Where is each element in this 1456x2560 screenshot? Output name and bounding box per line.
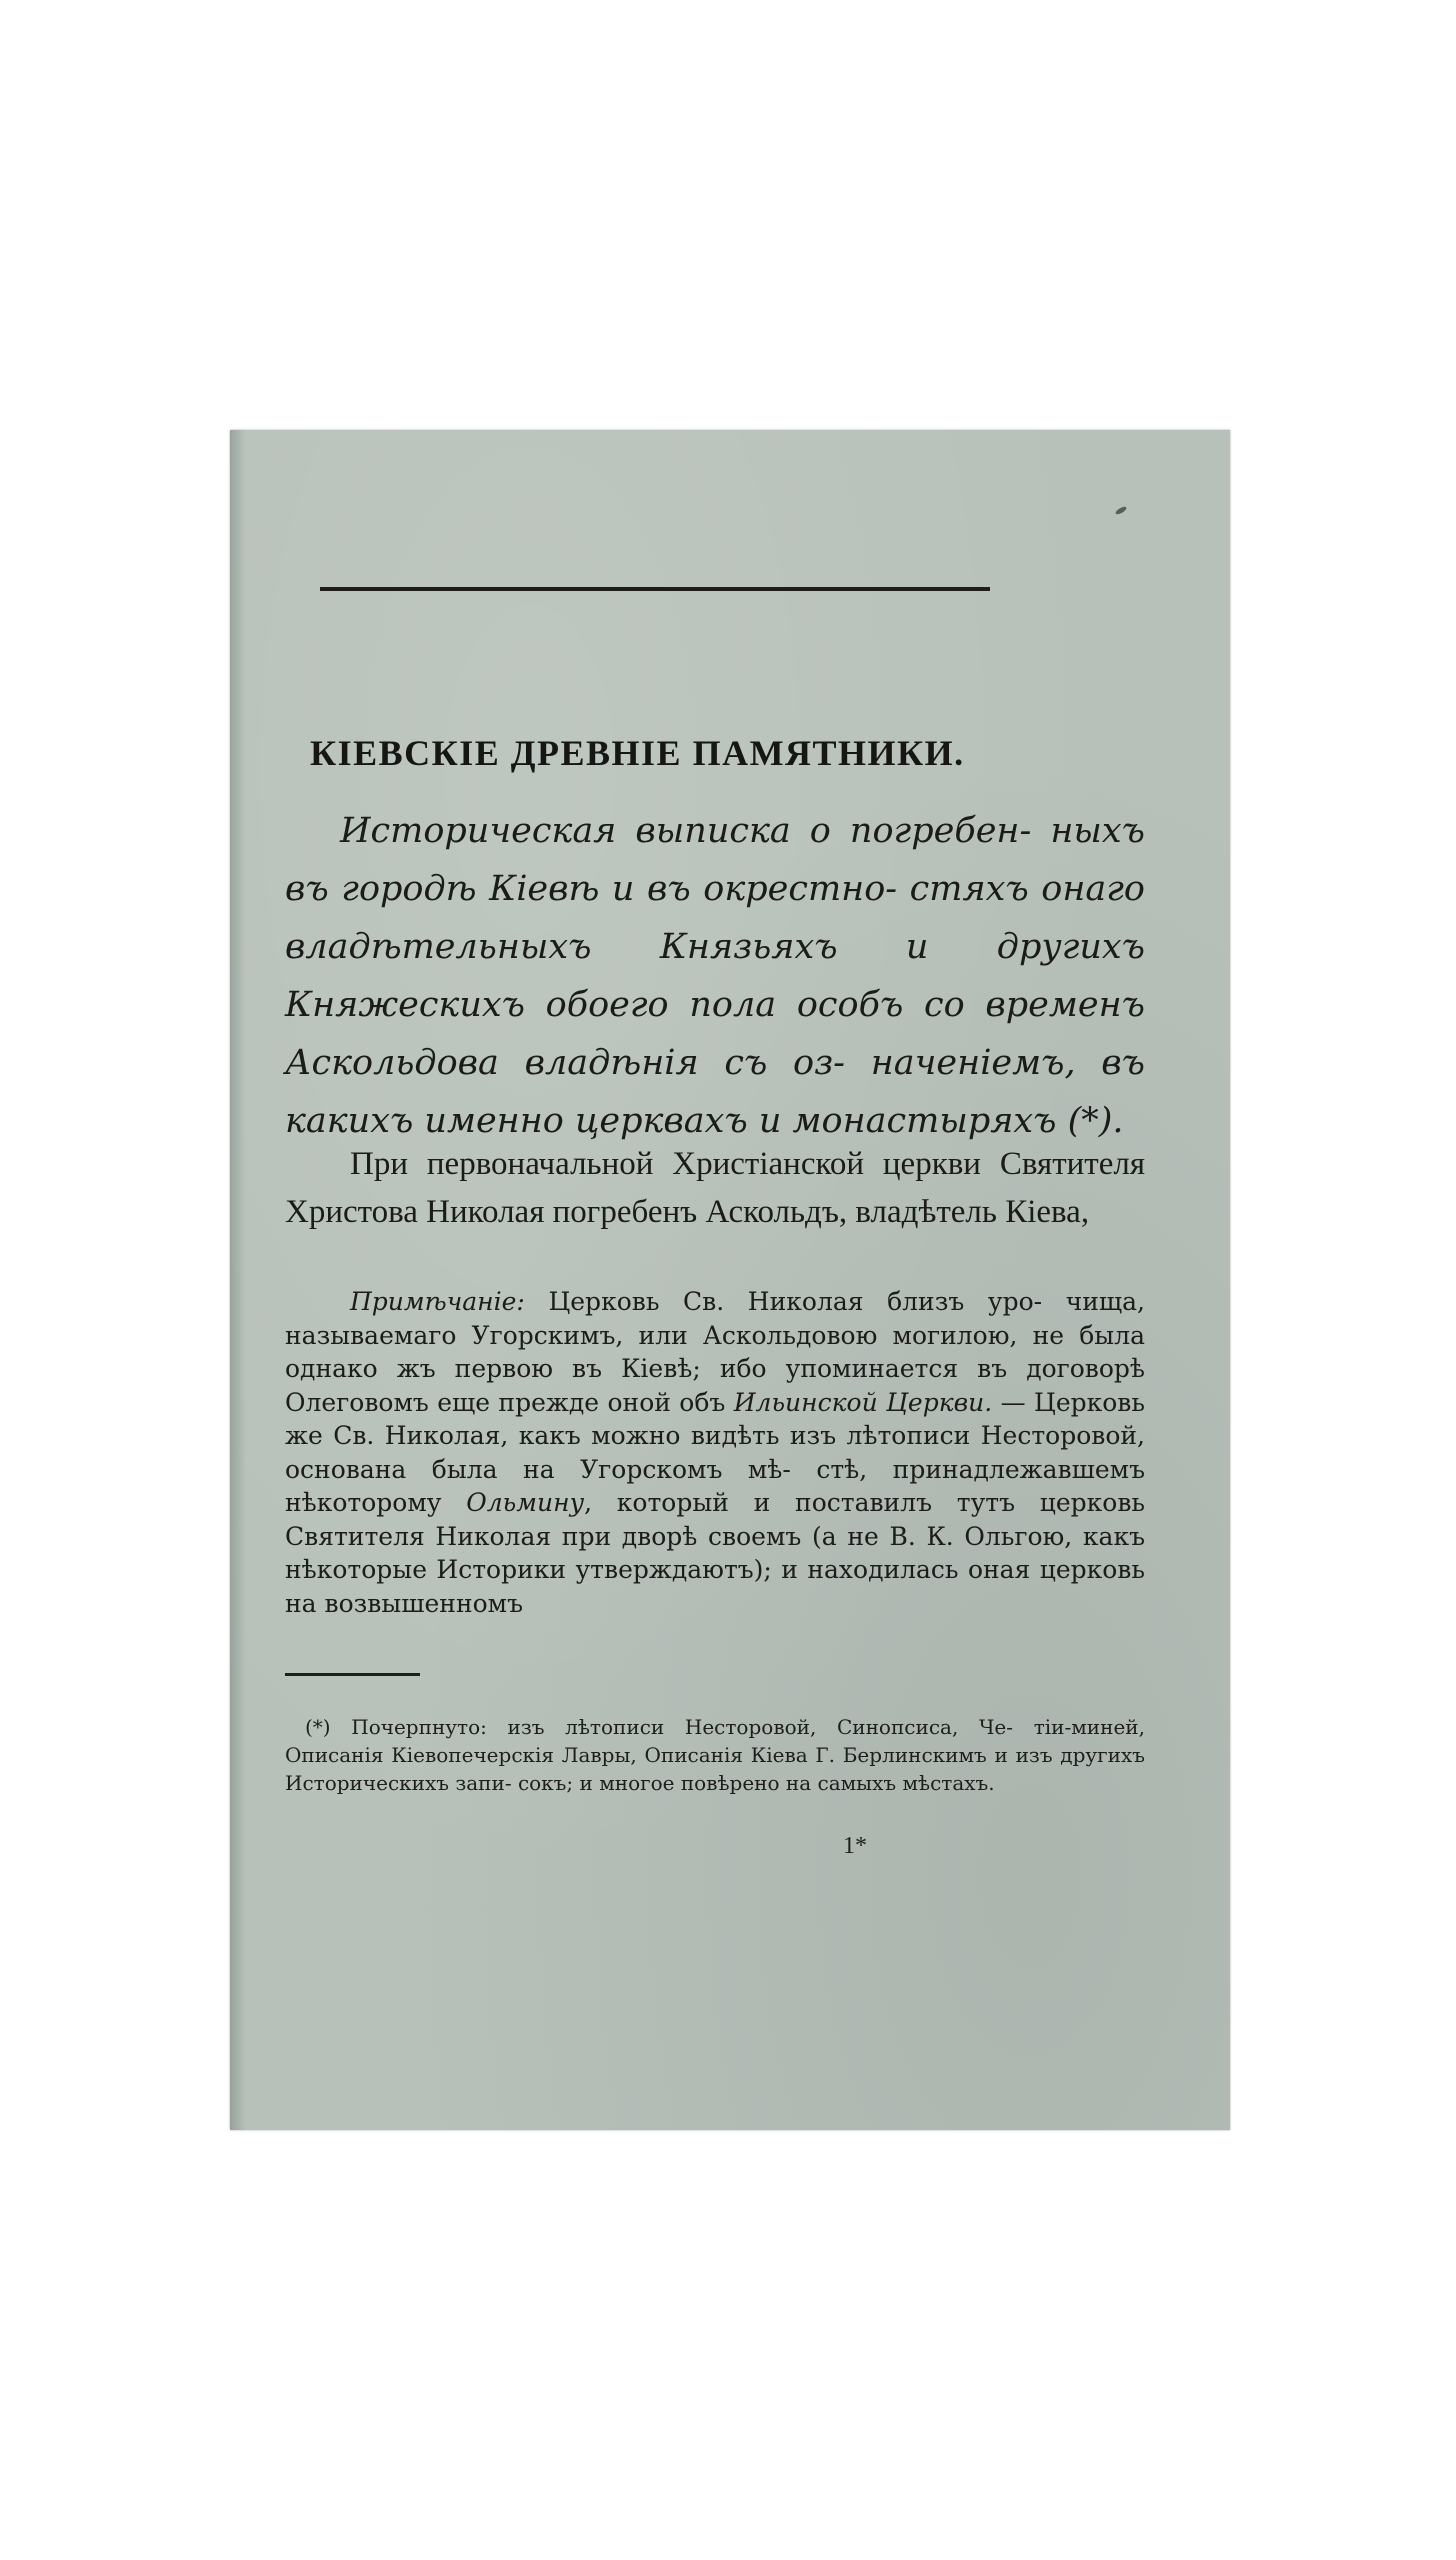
signature-mark: 1* [843, 1833, 867, 1859]
page-title: КІЕВСКІЕ ДРЕВНІЕ ПАМЯТНИКИ. [310, 733, 965, 773]
header-rule [320, 587, 990, 591]
subtitle-first-line: Историческая выписка о погребен- [340, 811, 1032, 851]
note-text-3: , который и поставилъ тутъ церковь Святителя Николая при дворѣ своемъ (а не В. К. Ольгою, какъ нѣкоторые Историки утверждаютъ); и находилась оная церковь на возвышенномъ [285, 1488, 1146, 1618]
note-text-2: — Церковь же Св. Николая, какъ можно видѣть изъ лѣтописи Несторовой, основана была на Угорскомъ мѣ- стѣ, принадлежавшемъ нѣкоторому [285, 1387, 1145, 1517]
footnote-rule [285, 1673, 420, 1676]
footnote-first-line: (*) Почерпнуто: изъ лѣтописи Несторовой, Синопсиса, Че- [305, 1715, 1014, 1739]
footnote-text: тіи-миней, Описанія Кіевопечерскія Лавры, Описанія Кіева Г. Берлинскимъ и изъ другихъ Историческихъ запи- сокъ; и многое повѣрено на самыхъ мѣстахъ. [285, 1715, 1145, 1795]
note-person-name: Ольмину [466, 1488, 585, 1517]
note-church-name: Ильинской Церкви. [733, 1387, 993, 1417]
note-paragraph [285, 1285, 1145, 1620]
document-page [230, 430, 1230, 2130]
paper-blemish [1115, 505, 1128, 515]
footnote [285, 1713, 1145, 1797]
main-first-line: При первоначальной Христіанской [350, 1146, 864, 1182]
subtitle-paragraph [285, 802, 1145, 1150]
main-text: церкви Святителя Христова Николая погребенъ Аскольдъ, владѣтель Кіева, [285, 1146, 1145, 1230]
main-paragraph [285, 1140, 1145, 1236]
note-text-1: Церковь Св. Николая близъ уро- чища, называемаго Угорскимъ, или Аскольдовою могилою, не была однако жъ первою въ Кіевѣ; ибо упоминается въ договорѣ Олеговомъ еще прежде оной объ [285, 1287, 1145, 1417]
note-label [285, 1287, 525, 1316]
page-edge-shadow [230, 430, 246, 2130]
note-label-text: Примѣчаніе: [350, 1287, 525, 1316]
subtitle-text: ныхъ въ городѣ Кіевѣ и въ окрестно- стяхъ онаго владѣтельныхъ Князьяхъ и другихъ Княжескихъ обоего пола особъ со временъ Аскольдова владѣнія съ оз- наченіемъ, въ какихъ именно церквахъ и монастыряхъ (*). [285, 811, 1145, 1141]
